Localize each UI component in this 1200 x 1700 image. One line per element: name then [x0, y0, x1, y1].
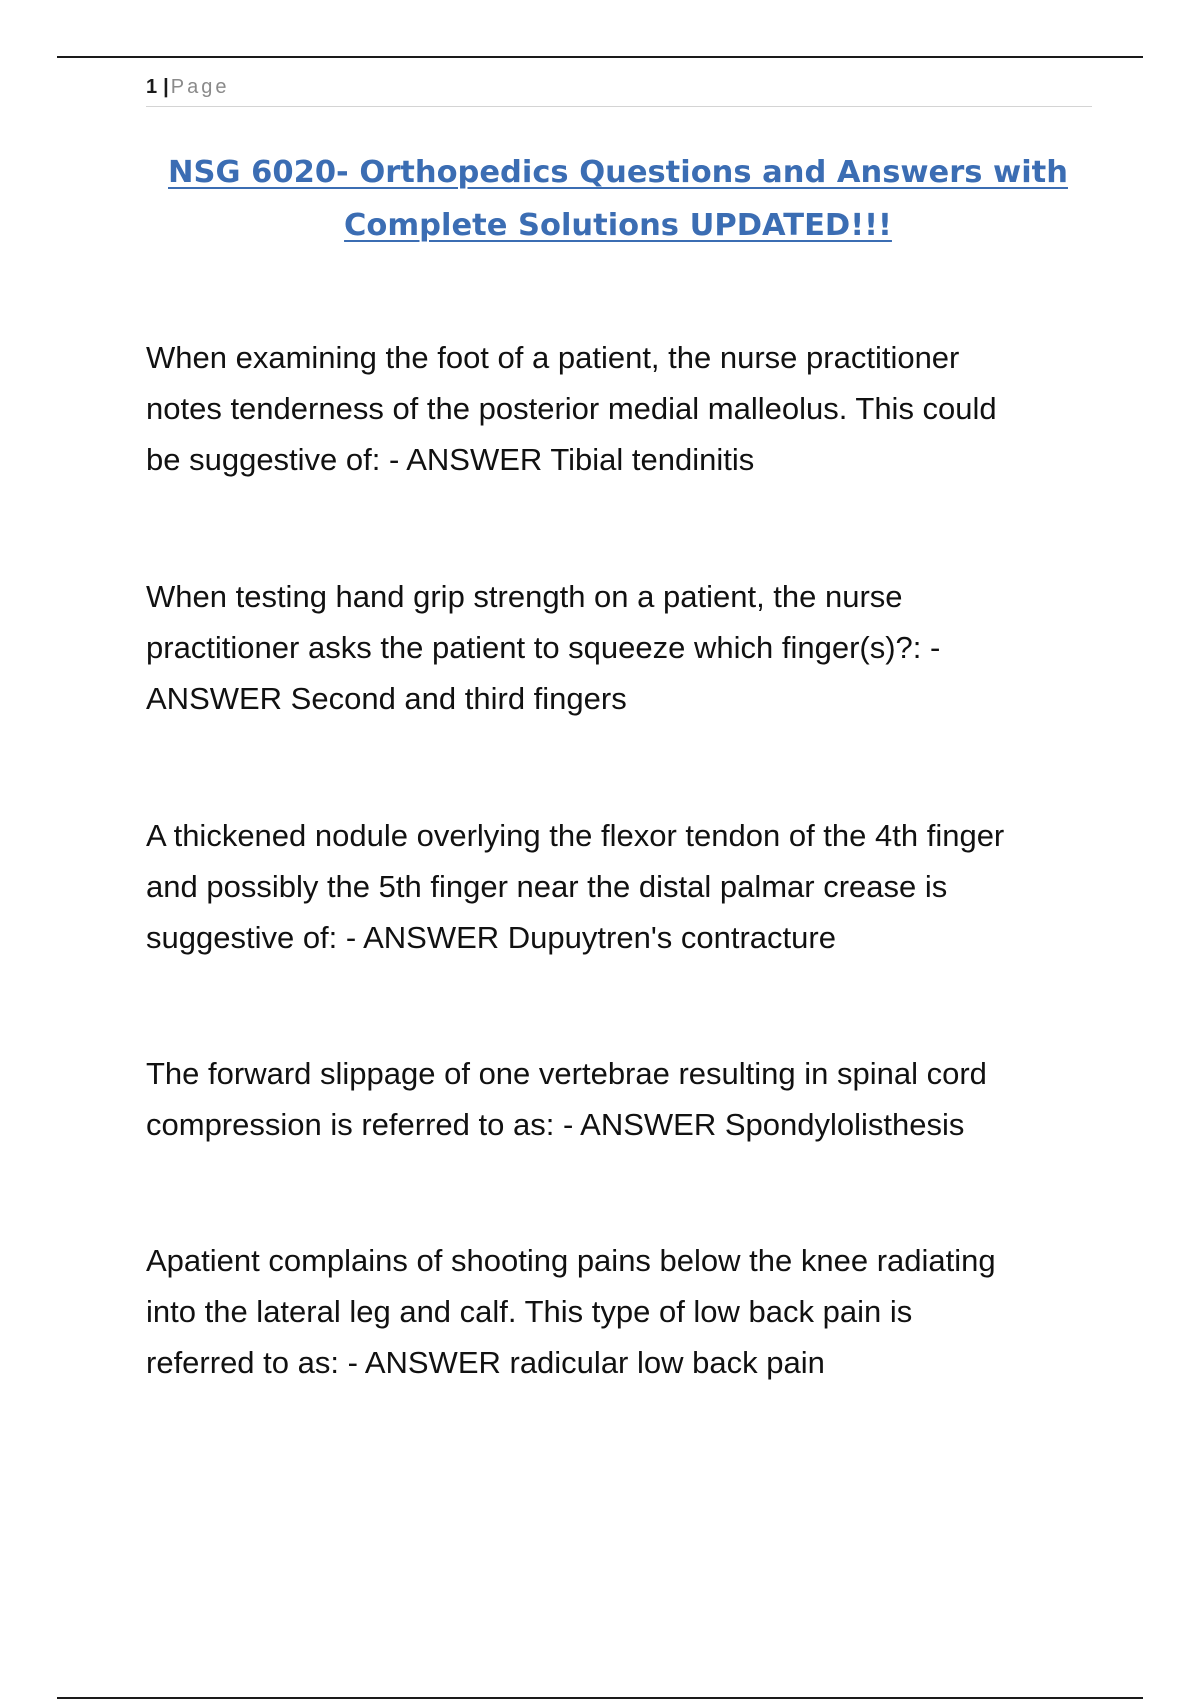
qa-item: [146, 332, 1096, 485]
page-separator: |: [163, 76, 169, 98]
qa-line: practitioner asks the patient to squeeze which finger(s)?: -: [146, 630, 941, 665]
page-label: Page: [170, 76, 230, 98]
qa-line: referred to as: - ANSWER radicular low back pain: [146, 1345, 825, 1380]
qa-line: notes tenderness of the posterior medial malleolus. This could: [146, 391, 997, 426]
page-header: [146, 72, 1092, 107]
qa-line: The forward slippage of one vertebrae resulting in spinal cord: [146, 1056, 987, 1091]
qa-item: [146, 571, 1096, 724]
qa-line: A thickened nodule overlying the flexor tendon of the 4th finger: [146, 818, 1005, 853]
bottom-border-line: [57, 1697, 1143, 1699]
qa-line: compression is referred to as: - ANSWER Spondylolisthesis: [146, 1107, 965, 1142]
qa-line: Apatient complains of shooting pains below the knee radiating: [146, 1243, 996, 1278]
document-title-line-2: Complete Solutions UPDATED!!!: [344, 208, 892, 243]
qa-line: into the lateral leg and calf. This type of low back pain is: [146, 1294, 913, 1329]
page-number: 1: [146, 76, 158, 98]
qa-item: [146, 1048, 1096, 1150]
qa-item: [146, 1235, 1096, 1388]
top-border-line: [57, 56, 1143, 58]
document-title: [110, 146, 1126, 252]
qa-line: be suggestive of: - ANSWER Tibial tendinitis: [146, 442, 755, 477]
qa-line: When testing hand grip strength on a patient, the nurse: [146, 579, 903, 614]
qa-line: ANSWER Second and third fingers: [146, 681, 627, 716]
document-title-line-1: NSG 6020- Orthopedics Questions and Answers with: [168, 155, 1068, 190]
qa-line: suggestive of: - ANSWER Dupuytren's contracture: [146, 920, 836, 955]
qa-item: [146, 810, 1096, 963]
qa-line: and possibly the 5th finger near the distal palmar crease is: [146, 869, 948, 904]
qa-line: When examining the foot of a patient, the nurse practitioner: [146, 340, 960, 375]
